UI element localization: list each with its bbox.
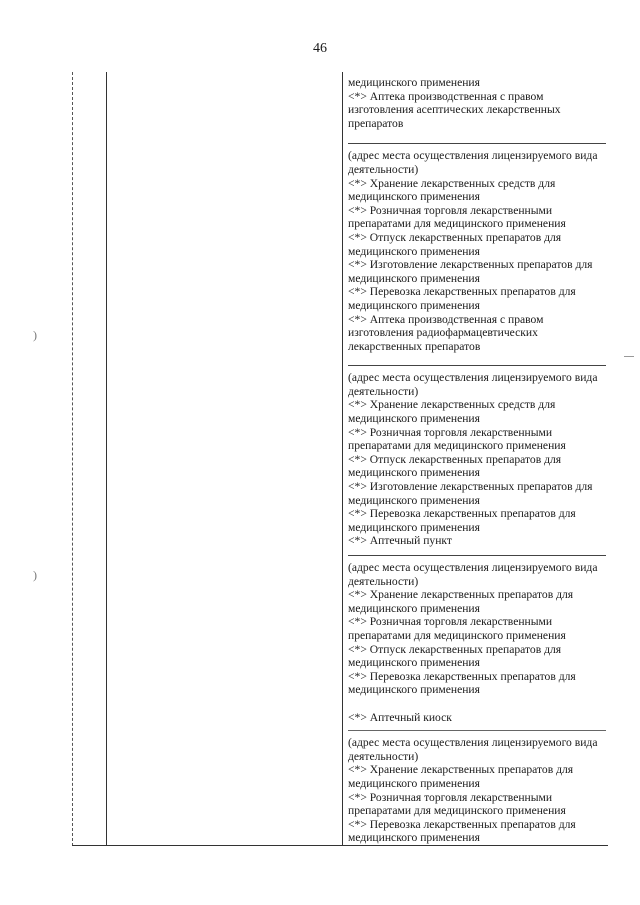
separator: [348, 730, 606, 731]
text-line: <*> Перевозка лекарственных препаратов для: [348, 817, 576, 831]
text-line: деятельности): [348, 162, 419, 176]
text-line: препаратами для медицинского применения: [348, 439, 566, 453]
text-line: <*> Хранение лекарственных препаратов для: [348, 763, 574, 777]
text-line: медицинского применения: [348, 271, 480, 285]
text-line: медицинского применения: [348, 76, 480, 89]
text-line: <*> Перевозка лекарственных препаратов для: [348, 285, 576, 299]
text-line: <*> Аптечный киоск: [348, 710, 452, 724]
activity-block-2: [348, 149, 606, 353]
text-line: (адрес места осуществления лицензируемого вида: [348, 149, 598, 163]
page-number: 46: [313, 41, 327, 56]
text-line: (адрес места осуществления лицензируемого вида: [348, 561, 598, 574]
text-line: <*> Перевозка лекарственных препаратов для: [348, 669, 576, 683]
text-line: деятельности): [348, 749, 419, 763]
text-line: медицинского применения: [348, 683, 480, 697]
text-line: <*> Изготовление лекарственных препаратов для: [348, 258, 593, 272]
text-line: деятельности): [348, 574, 419, 588]
text-line: медицинского применения: [348, 656, 480, 670]
table-left-border: [72, 72, 73, 846]
text-line: препаратами для медицинского применения: [348, 804, 566, 818]
table-column-divider-2: [342, 72, 343, 846]
text-line: <*> Аптечный пункт: [348, 534, 452, 548]
activity-block-3: [348, 371, 606, 548]
text-line: деятельности): [348, 384, 419, 398]
text-line: <*> Отпуск лекарственных препаратов для: [348, 642, 562, 656]
license-table: [72, 72, 608, 846]
text-line: медицинского применения: [348, 190, 480, 204]
separator: [348, 143, 606, 144]
text-line: препаратами для медицинского применения: [348, 628, 566, 642]
blank-line: [348, 697, 606, 711]
margin-mark-top: ): [33, 328, 37, 342]
text-line: <*> Хранение лекарственных средств для: [348, 176, 556, 190]
text-line: медицинского применения: [348, 776, 480, 790]
text-line: медицинского применения: [348, 412, 480, 426]
text-line: изготовления радиофармацевтических: [348, 326, 538, 340]
text-line: <*> Перевозка лекарственных препаратов для: [348, 507, 576, 521]
text-line: препаратов: [348, 116, 404, 130]
text-line: лекарственных препаратов: [348, 339, 481, 353]
text-line: медицинского применения: [348, 601, 480, 615]
text-line: (адрес места осуществления лицензируемого вида: [348, 371, 598, 385]
text-line: медицинского применения: [348, 831, 480, 845]
text-line: <*> Аптека производственная с правом: [348, 89, 544, 103]
activity-block-1: [348, 76, 606, 130]
activity-block-4: [348, 561, 606, 724]
text-line: изготовления асептических лекарственных: [348, 103, 561, 117]
text-line: <*> Отпуск лекарственных препаратов для: [348, 230, 562, 244]
text-line: медицинского применения: [348, 520, 480, 534]
text-line: <*> Хранение лекарственных препаратов для: [348, 588, 574, 602]
text-line: <*> Розничная торговля лекарственными: [348, 425, 553, 439]
margin-tick: [624, 356, 634, 357]
text-line: медицинского применения: [348, 493, 480, 507]
text-line: <*> Изготовление лекарственных препаратов для: [348, 480, 593, 494]
text-line: <*> Розничная торговля лекарственными: [348, 203, 553, 217]
text-line: медицинского применения: [348, 466, 480, 480]
margin-mark-bottom: ): [33, 568, 37, 582]
activity-cell: [348, 76, 606, 845]
text-line: (адрес места осуществления лицензируемого вида: [348, 736, 598, 750]
separator: [348, 555, 606, 556]
text-line: <*> Хранение лекарственных средств для: [348, 398, 556, 412]
table-bottom-border: [72, 845, 608, 846]
text-line: <*> Аптека производственная с правом: [348, 312, 544, 326]
separator: [348, 365, 606, 366]
text-line: медицинского применения: [348, 244, 480, 258]
table-column-divider-1: [106, 72, 107, 846]
text-line: медицинского применения: [348, 298, 480, 312]
activity-block-5: [348, 736, 606, 845]
text-line: <*> Розничная торговля лекарственными: [348, 790, 553, 804]
text-line: <*> Отпуск лекарственных препаратов для: [348, 452, 562, 466]
text-line: препаратами для медицинского применения: [348, 217, 566, 231]
text-line: <*> Розничная торговля лекарственными: [348, 615, 553, 629]
